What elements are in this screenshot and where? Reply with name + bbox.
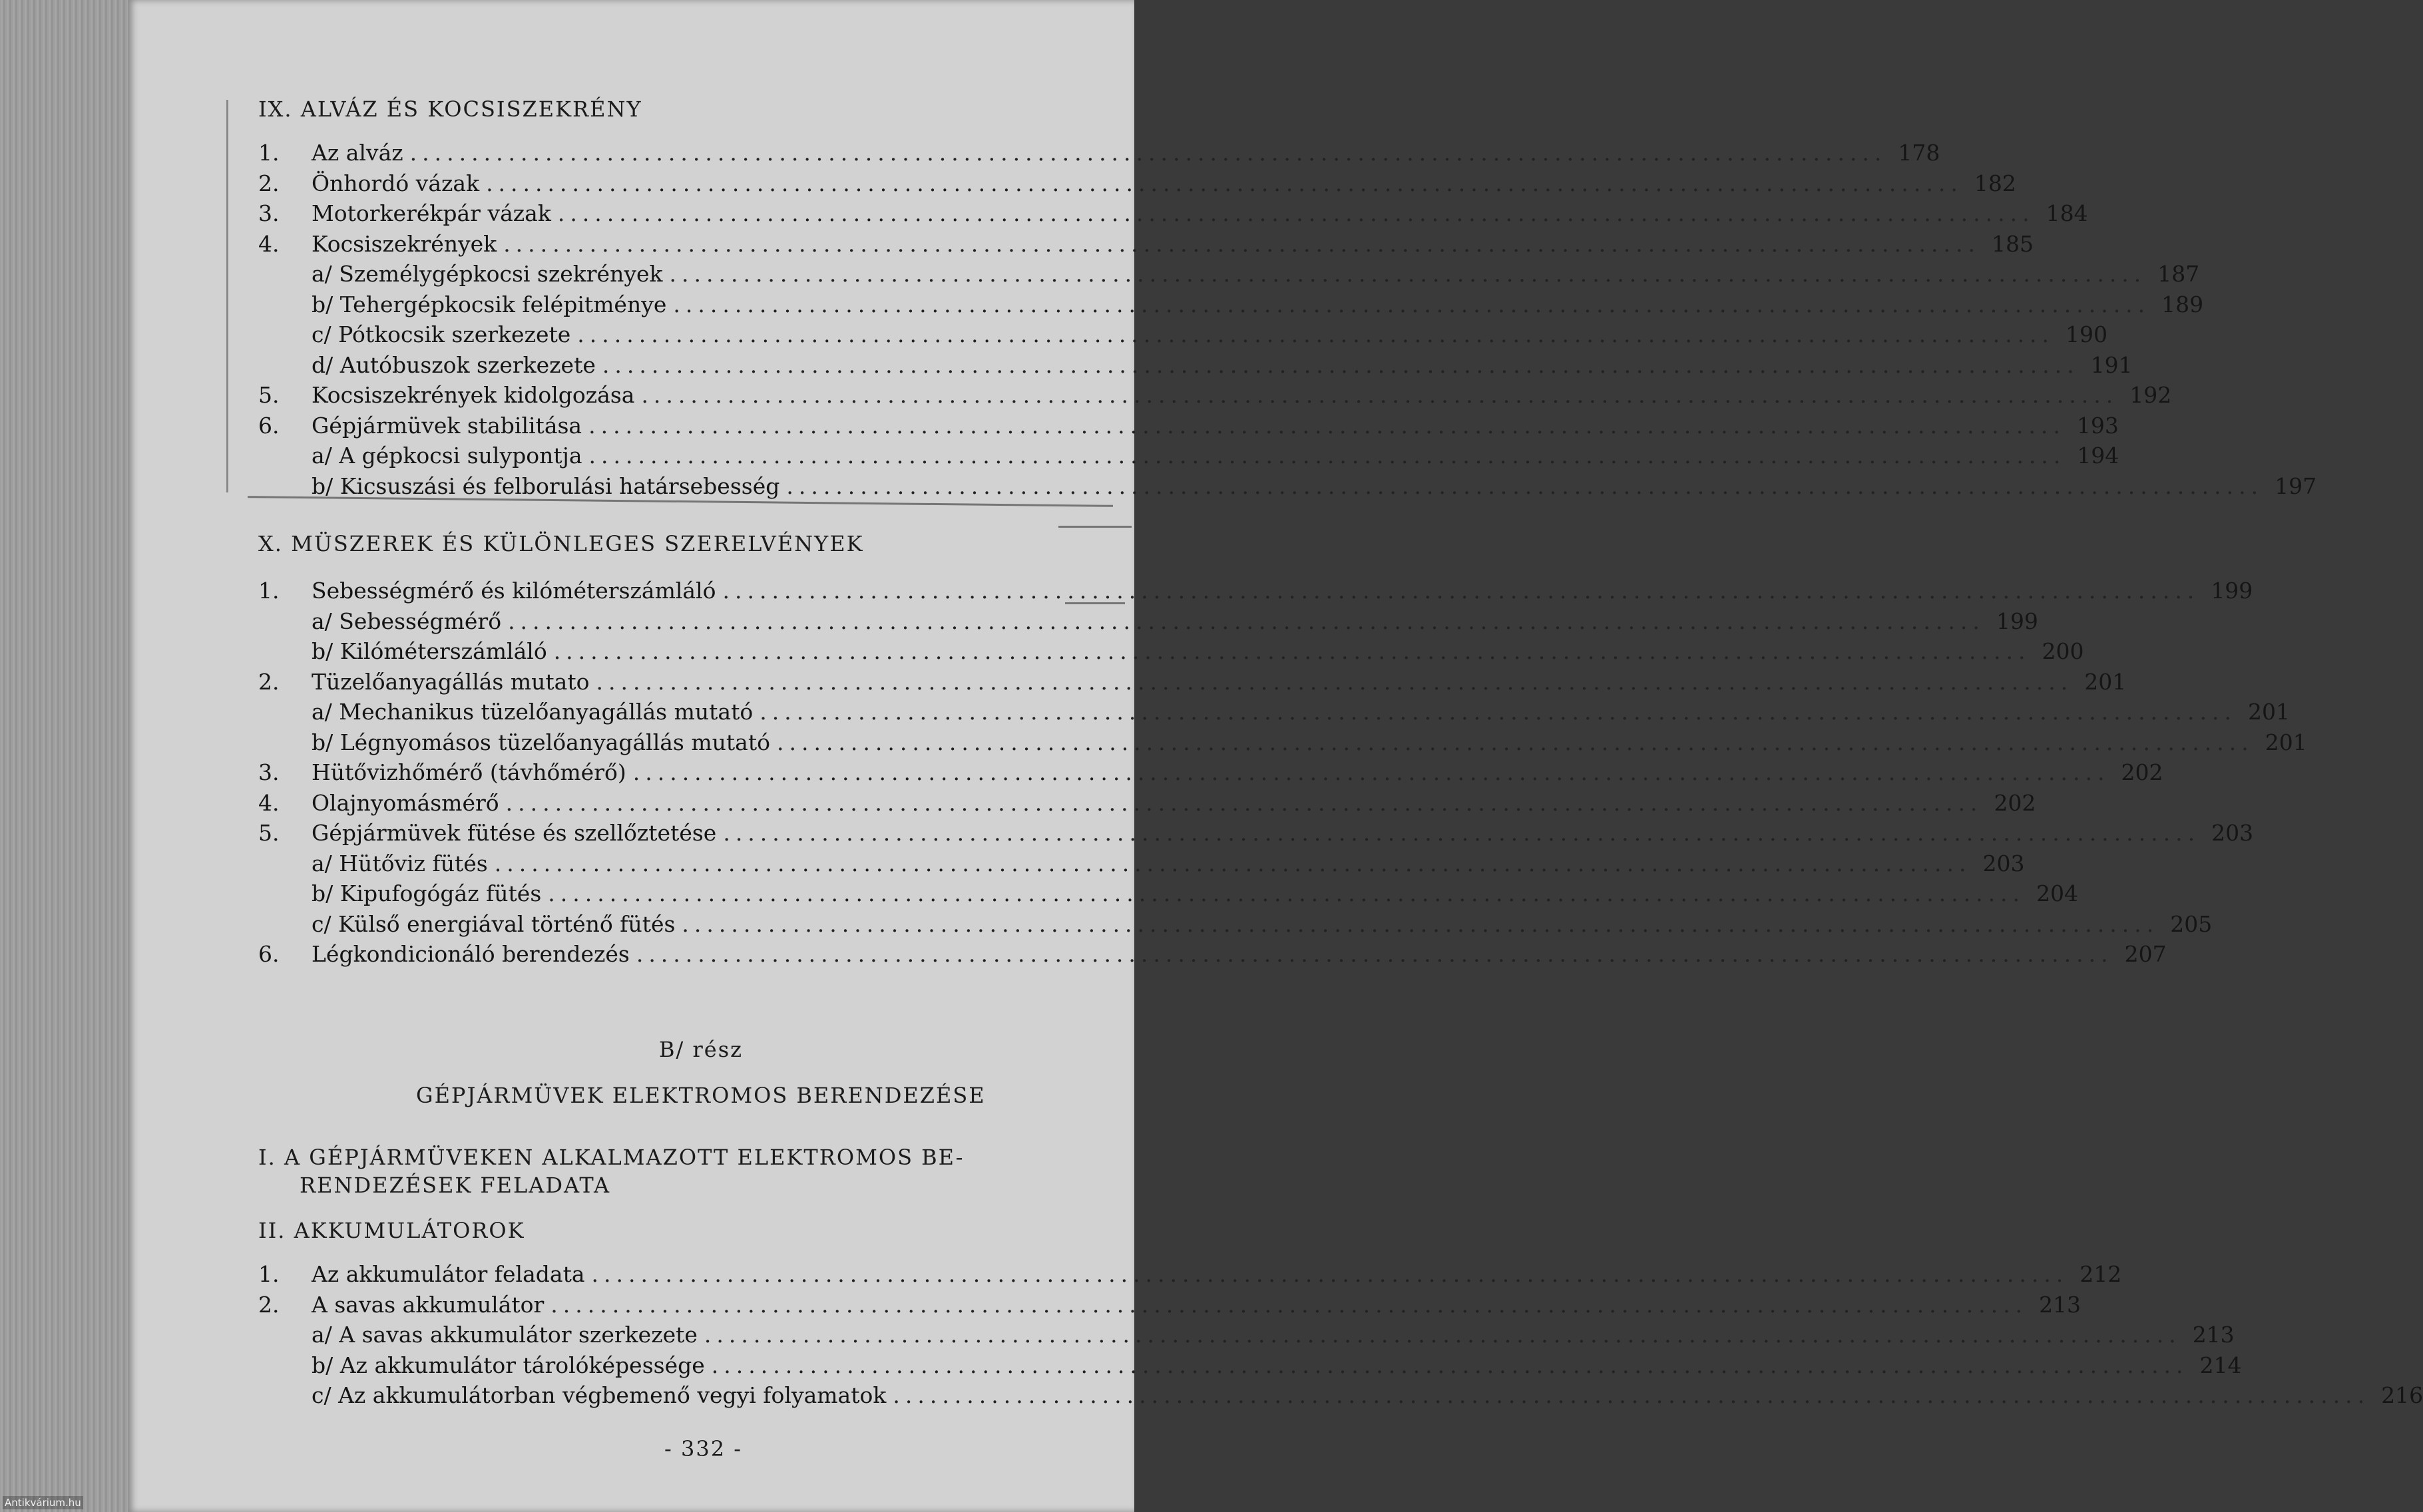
section-heading: I. A GÉPJÁRMÜVEKEN ALKALMAZOTT ELEKTROMOS BE- bbox=[258, 1145, 965, 1170]
section-heading: II. AKKUMULÁTOROK bbox=[258, 1218, 525, 1243]
toc-entry bbox=[258, 170, 2016, 197]
watermark: Antikvárium.hu bbox=[3, 1496, 83, 1509]
entry-page-number: 201 bbox=[2248, 699, 2290, 725]
toc-entry bbox=[258, 472, 2317, 500]
dot-leader: ........................................................................................................................ bbox=[577, 321, 2055, 347]
entry-page-number: 178 bbox=[1898, 140, 1940, 166]
entry-title: Tüzelőanyagállás mutato bbox=[312, 668, 590, 695]
entry-number: 4. bbox=[258, 230, 280, 257]
entry-title: a/ Személygépkocsi szekrények bbox=[312, 261, 663, 287]
toc-entry bbox=[258, 230, 2034, 258]
entry-page-number: 201 bbox=[2265, 729, 2307, 755]
section-heading: IX. ALVÁZ ÉS KOCSISZEKRÉNY bbox=[258, 96, 642, 122]
entry-number: 1. bbox=[258, 1261, 280, 1287]
entry-title: a/ Mechanikus tüzelőanyagállás mutató bbox=[312, 699, 754, 725]
toc-entry bbox=[258, 140, 1940, 166]
dot-leader: ........................................................................................................................ bbox=[553, 638, 2031, 664]
toc-entry bbox=[258, 321, 2108, 348]
entry-page-number: 203 bbox=[2211, 820, 2254, 846]
entry-title: Kocsiszekrények kidolgozása bbox=[312, 382, 635, 408]
entry-number: 2. bbox=[258, 170, 280, 196]
entry-title: Önhordó vázak bbox=[312, 170, 480, 196]
dot-leader: ........................................................................................................................ bbox=[494, 850, 1972, 876]
entry-page-number: 213 bbox=[2039, 1291, 2082, 1318]
entry-title: a/ A gépkocsi sulypontja bbox=[312, 443, 582, 469]
entry-page-number: 189 bbox=[2161, 291, 2204, 317]
entry-page-number: 216 bbox=[2381, 1382, 2423, 1408]
toc-entry bbox=[258, 412, 2119, 439]
entry-title: a/ A savas akkumulátor szerkezete bbox=[312, 1322, 698, 1348]
dot-leader: ........................................................................................................................ bbox=[641, 382, 2119, 408]
dot-leader: ........................................................................................................................ bbox=[409, 140, 1887, 166]
entry-page-number: 192 bbox=[2129, 382, 2172, 408]
dot-leader: ........................................................................................................................ bbox=[722, 578, 2200, 604]
part-title: GÉPJÁRMÜVEK ELEKTROMOS BERENDEZÉSE bbox=[416, 1083, 986, 1108]
dot-leader: ........................................................................................................................ bbox=[503, 230, 1980, 257]
entry-page-number: 203 bbox=[1982, 850, 2025, 876]
toc-entry bbox=[258, 668, 2127, 695]
entry-title: a/ Hütőviz fütés bbox=[312, 850, 488, 876]
dot-leader: ........................................................................................................................ bbox=[588, 412, 2066, 439]
toc-entry bbox=[258, 382, 2172, 409]
entry-title: d/ Autóbuszok szerkezete bbox=[312, 351, 596, 378]
dot-leader: ........................................................................................................................ bbox=[760, 699, 2237, 725]
toc-entry bbox=[258, 638, 2084, 665]
dot-leader: ........................................................................................................................ bbox=[588, 443, 2066, 469]
toc-entry bbox=[258, 759, 2163, 786]
entry-page-number: 213 bbox=[2192, 1322, 2235, 1348]
dot-leader: ........................................................................................................................ bbox=[596, 668, 2074, 695]
entry-title: Légkondicionáló berendezés bbox=[312, 941, 630, 967]
entry-title: c/ Külső energiával történő fütés bbox=[312, 910, 676, 937]
dot-leader: ........................................................................................................................ bbox=[551, 1291, 2028, 1318]
toc-entry bbox=[258, 1261, 2122, 1288]
entry-page-number: 187 bbox=[2157, 261, 2200, 287]
entry-number: 5. bbox=[258, 820, 280, 846]
entry-page-number: 201 bbox=[2084, 668, 2127, 695]
toc-entry bbox=[258, 729, 2307, 756]
dot-leader: ........................................................................................................................ bbox=[711, 1352, 2189, 1378]
entry-page-number: 184 bbox=[2046, 200, 2088, 226]
entry-title: Kocsiszekrények bbox=[312, 230, 497, 257]
entry-number: 3. bbox=[258, 759, 280, 785]
entry-page-number: 202 bbox=[1994, 789, 2036, 816]
dot-leader: ........................................................................................................................ bbox=[508, 608, 1985, 634]
entry-title: b/ Légnyomásos tüzelőanyagállás mutató bbox=[312, 729, 770, 755]
dot-leader: ........................................................................................................................ bbox=[786, 472, 2264, 499]
entry-title: b/ Kilóméterszámláló bbox=[312, 638, 547, 664]
entry-title: b/ Tehergépkocsik felépitménye bbox=[312, 291, 667, 317]
part-label: B/ rész bbox=[659, 1037, 743, 1062]
entry-page-number: 214 bbox=[2199, 1352, 2242, 1378]
entry-title: Az alváz bbox=[312, 140, 403, 166]
entry-title: Az akkumulátor feladata bbox=[312, 1261, 585, 1287]
toc-entry bbox=[258, 699, 2290, 725]
entry-title: b/ Kipufogógáz fütés bbox=[312, 880, 542, 906]
entry-number: 2. bbox=[258, 668, 280, 695]
entry-page-number: 200 bbox=[2042, 638, 2084, 664]
entry-page-number: 212 bbox=[2080, 1261, 2122, 1287]
toc-entry bbox=[258, 608, 2038, 635]
entry-page-number: 182 bbox=[1974, 170, 2016, 196]
entry-number: 1. bbox=[258, 578, 280, 604]
entry-number: 2. bbox=[258, 1291, 280, 1318]
entry-page-number: 193 bbox=[2076, 412, 2119, 439]
toc-entry bbox=[258, 578, 2253, 604]
dot-leader: ........................................................................................................................ bbox=[602, 351, 2080, 378]
entry-title: A savas akkumulátor bbox=[312, 1291, 545, 1318]
toc-entry bbox=[258, 200, 2088, 227]
entry-title: b/ Kicsuszási és felborulási határsebesség bbox=[312, 472, 780, 499]
dot-leader: ........................................................................................................................ bbox=[669, 261, 2147, 287]
entry-page-number: 197 bbox=[2275, 472, 2317, 499]
toc-entry bbox=[258, 1382, 2423, 1409]
entry-title: a/ Sebességmérő bbox=[312, 608, 502, 634]
toc-entry bbox=[258, 351, 2133, 379]
dot-leader: ........................................................................................................................ bbox=[557, 200, 2035, 226]
toc-entry bbox=[258, 850, 2025, 877]
toc-entry bbox=[258, 261, 2200, 287]
section-heading: X. MÜSZEREK ÉS KÜLÖNLEGES SZERELVÉNYEK bbox=[258, 531, 864, 556]
page-number: - 332 - bbox=[664, 1436, 743, 1461]
dot-leader: ........................................................................................................................ bbox=[673, 291, 2151, 317]
toc-entry bbox=[258, 1322, 2235, 1348]
entry-title: b/ Az akkumulátor tárolóképessége bbox=[312, 1352, 705, 1378]
entry-title: Gépjármüvek stabilitása bbox=[312, 412, 582, 439]
toc-entry bbox=[258, 443, 2119, 469]
toc-entry bbox=[258, 1291, 2082, 1318]
entry-title: Hütővizhőmérő (távhőmérő) bbox=[312, 759, 626, 785]
entry-page-number: 199 bbox=[1996, 608, 2038, 634]
entry-page-number: 204 bbox=[2036, 880, 2079, 906]
entry-number: 6. bbox=[258, 412, 280, 439]
section-heading-continued: RENDEZÉSEK FELADATA bbox=[300, 1173, 611, 1198]
dot-leader: ........................................................................................................................ bbox=[636, 941, 2113, 967]
entry-page-number: 202 bbox=[2121, 759, 2163, 785]
dot-leader: ........................................................................................................................ bbox=[682, 910, 2159, 937]
toc-entry bbox=[258, 910, 2213, 938]
entry-page-number: 207 bbox=[2124, 941, 2167, 967]
entry-title: Gépjármüvek fütése és szellőztetése bbox=[312, 820, 717, 846]
toc-entry bbox=[258, 941, 2167, 968]
toc-entry bbox=[258, 880, 2079, 907]
entry-page-number: 194 bbox=[2077, 443, 2119, 469]
entry-title: Olajnyomásmérő bbox=[312, 789, 499, 816]
entry-number: 4. bbox=[258, 789, 280, 816]
entry-page-number: 205 bbox=[2170, 910, 2213, 937]
entry-title: Motorkerékpár vázak bbox=[312, 200, 551, 226]
dot-leader: ........................................................................................................................ bbox=[632, 759, 2110, 785]
dot-leader: ........................................................................................................................ bbox=[505, 789, 1983, 816]
dot-leader: ........................................................................................................................ bbox=[548, 880, 2026, 906]
toc-entry bbox=[258, 291, 2204, 318]
dot-leader: ........................................................................................................................ bbox=[591, 1261, 2069, 1287]
entry-number: 1. bbox=[258, 140, 280, 166]
entry-title: c/ Az akkumulátorban végbemenő vegyi folyamatok bbox=[312, 1382, 887, 1408]
entry-page-number: 185 bbox=[1991, 230, 2034, 257]
entry-number: 3. bbox=[258, 200, 280, 226]
dot-leader: ........................................................................................................................ bbox=[704, 1322, 2181, 1348]
dot-leader: ........................................................................................................................ bbox=[486, 170, 1963, 196]
toc-entry bbox=[258, 1352, 2242, 1379]
toc-entry bbox=[258, 789, 2036, 817]
dot-leader: ........................................................................................................................ bbox=[893, 1382, 2370, 1408]
entry-page-number: 190 bbox=[2066, 321, 2108, 347]
entry-title: Sebességmérő és kilóméterszámláló bbox=[312, 578, 716, 604]
entry-title: c/ Pótkocsik szerkezete bbox=[312, 321, 571, 347]
dot-leader: ........................................................................................................................ bbox=[776, 729, 2254, 755]
entry-number: 6. bbox=[258, 941, 280, 967]
entry-number: 5. bbox=[258, 382, 280, 408]
dot-leader: ........................................................................................................................ bbox=[723, 820, 2201, 846]
toc-entry bbox=[258, 820, 2254, 847]
entry-page-number: 191 bbox=[2090, 351, 2133, 378]
entry-page-number: 199 bbox=[2211, 578, 2253, 604]
